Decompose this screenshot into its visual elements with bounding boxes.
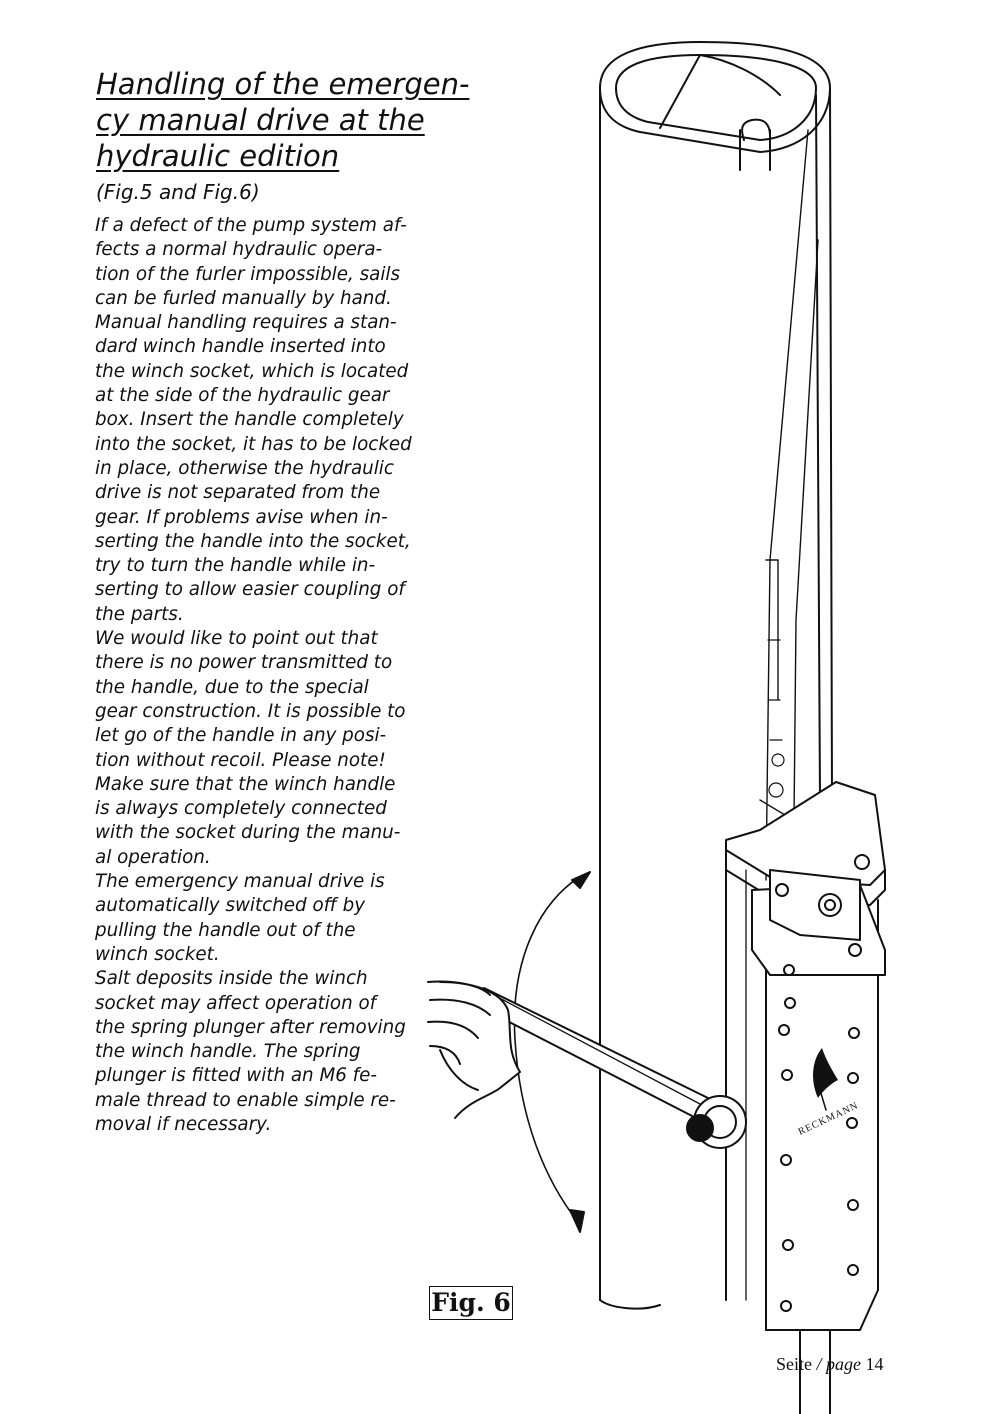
heading-line: hydraulic edition	[96, 139, 340, 173]
body-line: is always completely connected	[95, 798, 387, 820]
body-line: serting to allow easier coupling of	[95, 579, 405, 601]
body-line: box. Insert the handle completely	[95, 409, 404, 431]
body-line: the spring plunger after removing	[95, 1016, 406, 1038]
body-line: in place, otherwise the hydraulic	[95, 457, 394, 479]
reckmann-logo	[797, 1048, 861, 1138]
footer-page-label: page	[826, 1354, 862, 1374]
brand-text: RECKMANN	[796, 1100, 861, 1138]
body-line: moval if necessary.	[95, 1113, 272, 1135]
heading-line: cy manual drive at the	[96, 103, 425, 137]
body-line: serting the handle into the socket,	[95, 530, 411, 552]
body-line: with the socket during the manu-	[95, 822, 401, 844]
body-line: at the side of the hydraulic gear	[95, 385, 390, 407]
body-line: the parts.	[95, 603, 184, 625]
body-line: the handle, due to the special	[95, 676, 369, 698]
body-line: tion without recoil. Please note!	[95, 749, 386, 771]
body-line: If a defect of the pump system af-	[95, 215, 407, 236]
body-line: We would like to point out that	[95, 628, 378, 650]
footer-page-number: 14	[865, 1354, 884, 1374]
body-line: into the socket, it has to be locked	[95, 433, 412, 455]
body-line: there is no power transmitted to	[95, 652, 393, 674]
body-line: dard winch handle inserted into	[95, 336, 386, 358]
body-line: al operation.	[95, 846, 211, 868]
figure-label: Fig. 6	[429, 1286, 513, 1320]
footer-separator: /	[816, 1354, 827, 1374]
body-line: the winch socket, which is located	[95, 360, 409, 382]
body-line: try to turn the handle while in-	[95, 555, 376, 577]
body-line: pulling the handle out of the	[95, 919, 356, 941]
body-line: let go of the handle in any posi-	[95, 725, 387, 747]
body-line: The emergency manual drive is	[95, 871, 385, 893]
body-line: Manual handling requires a stan-	[95, 312, 397, 334]
body-line: drive is not separated from the	[95, 482, 381, 504]
body-line: winch socket.	[95, 943, 220, 965]
body-line: plunger is fitted with an M6 fe-	[95, 1065, 377, 1087]
body-line: Make sure that the winch handle	[95, 773, 396, 795]
page-footer	[776, 1354, 884, 1375]
body-line: tion of the furler impossible, sails	[95, 263, 401, 285]
body-line: male thread to enable simple re-	[95, 1089, 396, 1111]
body-line: Salt deposits inside the winch	[95, 968, 368, 990]
figure-reference: (Fig.5 and Fig.6)	[96, 180, 260, 204]
body-line: socket may affect operation of	[95, 992, 377, 1014]
body-line: the winch handle. The spring	[95, 1041, 361, 1063]
body-line: can be furled manually by hand.	[95, 287, 392, 309]
heading-line: Handling of the emergen-	[96, 67, 470, 101]
body-line: gear. If problems avise when in-	[95, 506, 388, 528]
footer-seite: Seite	[776, 1354, 812, 1374]
body-line: automatically switched off by	[95, 895, 366, 917]
body-line: gear construction. It is possible to	[95, 700, 406, 722]
body-line: fects a normal hydraulic opera-	[95, 239, 383, 261]
